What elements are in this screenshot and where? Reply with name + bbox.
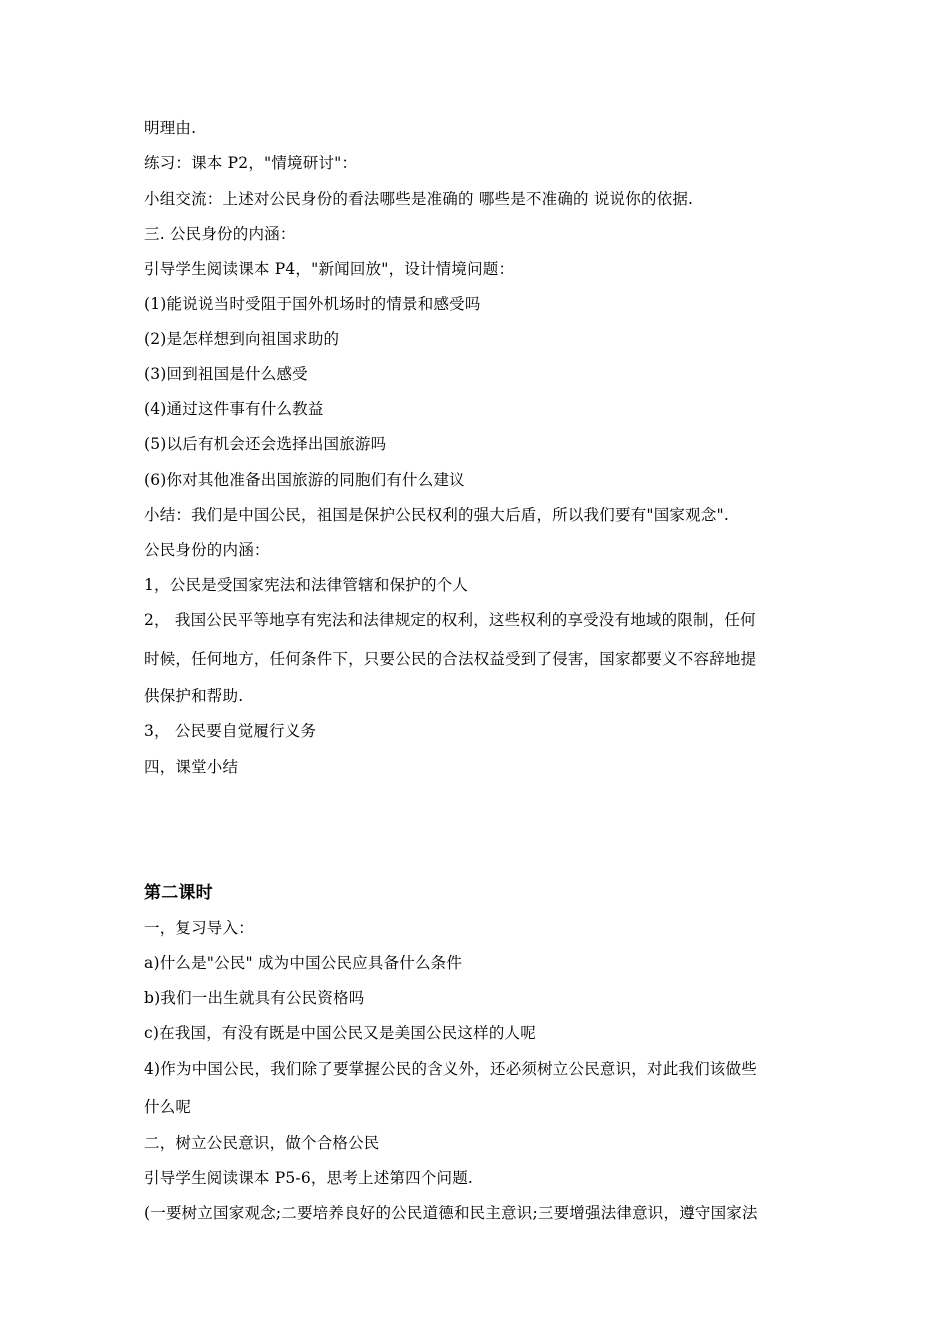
text-line: 二，树立公民意识，做个合格公民 bbox=[144, 1134, 380, 1152]
text-line: (一要树立国家观念;二要培养良好的公民道德和民主意识;三要增强法律意识，遵守国家法 bbox=[144, 1204, 758, 1222]
text-line: a)什么是"公民" 成为中国公民应具备什么条件 bbox=[144, 954, 463, 972]
text-line: 1，公民是受国家宪法和法律管辖和保护的个人 bbox=[144, 576, 469, 594]
text-line: 小结：我们是中国公民，祖国是保护公民权利的强大后盾，所以我们要有"国家观念". bbox=[144, 506, 729, 524]
text-line: 小组交流：上述对公民身份的看法哪些是准确的 哪些是不准确的 说说你的依据. bbox=[144, 190, 694, 208]
text-line: 3， 公民要自觉履行义务 bbox=[144, 722, 317, 740]
text-line: (4)通过这件事有什么教益 bbox=[144, 400, 324, 418]
text-line: 2， 我国公民平等地享有宪法和法律规定的权利，这些权利的享受没有地域的限制，任何 bbox=[144, 611, 756, 629]
text-line: 引导学生阅读课本 P4，"新闻回放"，设计情境问题： bbox=[144, 260, 515, 278]
text-line: (1)能说说当时受阻于国外机场时的情景和感受吗 bbox=[144, 295, 481, 313]
text-line: c)在我国，有没有既是中国公民又是美国公民这样的人呢 bbox=[144, 1024, 536, 1042]
text-line: 4)作为中国公民，我们除了要掌握公民的含义外，还必须树立公民意识，对此我们该做些 bbox=[144, 1060, 757, 1078]
text-line: (3)回到祖国是什么感受 bbox=[144, 365, 308, 383]
text-line: 时候，任何地方，任何条件下，只要公民的合法权益受到了侵害，国家都要义不容辞地提 bbox=[144, 650, 757, 668]
text-line: 公民身份的内涵： bbox=[144, 541, 270, 559]
text-line: 供保护和帮助. bbox=[144, 687, 244, 705]
text-line: 练习：课本 P2，"情境研讨"： bbox=[144, 154, 358, 172]
section-heading: 第二课时 bbox=[144, 883, 213, 903]
text-line: (6)你对其他准备出国旅游的同胞们有什么建议 bbox=[144, 471, 465, 489]
text-line: 一，复习导入： bbox=[144, 919, 254, 937]
text-line: b)我们一出生就具有公民资格吗 bbox=[144, 989, 365, 1007]
text-line: 什么呢 bbox=[144, 1098, 192, 1116]
text-line: (2)是怎样想到向祖国求助的 bbox=[144, 330, 340, 348]
text-line: (5)以后有机会还会选择出国旅游吗 bbox=[144, 435, 387, 453]
text-line: 三. 公民身份的内涵： bbox=[144, 225, 296, 243]
text-line: 明理由. bbox=[144, 119, 197, 137]
text-line: 引导学生阅读课本 P5-6，思考上述第四个问题. bbox=[144, 1169, 474, 1187]
text-line: 四，课堂小结 bbox=[144, 758, 239, 776]
